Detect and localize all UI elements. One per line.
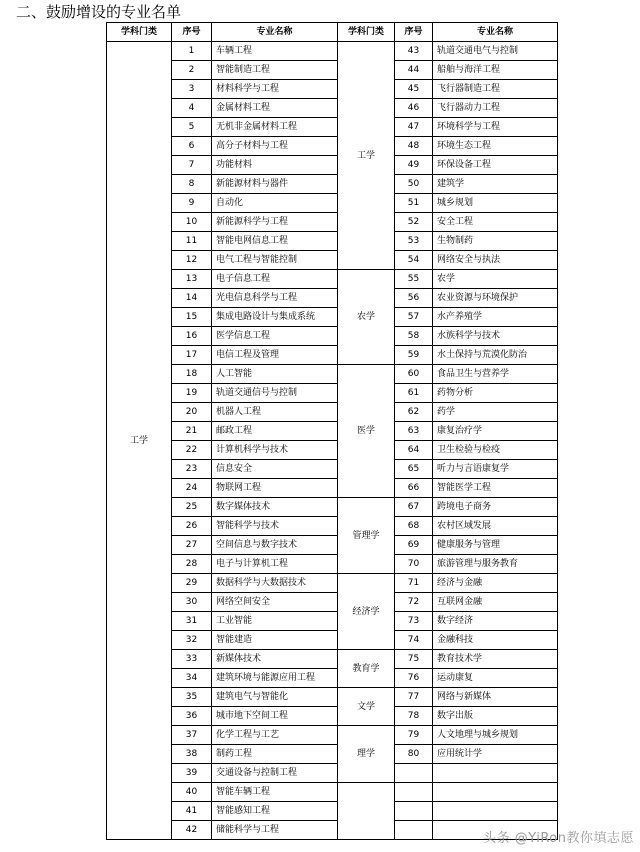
- major-name-cell: [433, 764, 558, 783]
- major-name-cell: 高分子材料与工程: [212, 137, 338, 156]
- seq-cell: 66: [395, 479, 433, 498]
- seq-cell: 28: [172, 555, 212, 574]
- seq-cell: 6: [172, 137, 212, 156]
- major-name-cell: 电气工程与智能控制: [212, 251, 338, 270]
- table-row: [107, 802, 558, 821]
- major-name-cell: 康复治疗学: [433, 422, 558, 441]
- seq-cell: 72: [395, 593, 433, 612]
- major-name-cell: 电子与计算机工程: [212, 555, 338, 574]
- seq-cell: 60: [395, 365, 433, 384]
- major-name-cell: 飞行器动力工程: [433, 99, 558, 118]
- seq-cell: 75: [395, 650, 433, 669]
- major-name-cell: 集成电路设计与集成系统: [212, 308, 338, 327]
- major-name-cell: [433, 783, 558, 802]
- table-row: [107, 232, 558, 251]
- seq-cell: 80: [395, 745, 433, 764]
- category-cell-right: 工学: [338, 42, 395, 270]
- table-row: [107, 631, 558, 650]
- major-name-cell: 人工智能: [212, 365, 338, 384]
- table-row: [107, 479, 558, 498]
- major-name-cell: 交通设备与控制工程: [212, 764, 338, 783]
- seq-cell: 76: [395, 669, 433, 688]
- major-name-cell: 光电信息科学与工程: [212, 289, 338, 308]
- seq-cell: 57: [395, 308, 433, 327]
- seq-cell: 27: [172, 536, 212, 555]
- major-name-cell: 建筑电气与智能化: [212, 688, 338, 707]
- seq-cell: 45: [395, 80, 433, 99]
- seq-cell: 79: [395, 726, 433, 745]
- major-name-cell: 智能建造: [212, 631, 338, 650]
- seq-cell: 23: [172, 460, 212, 479]
- major-name-cell: 数字媒体技术: [212, 498, 338, 517]
- seq-cell: 13: [172, 270, 212, 289]
- seq-cell: 20: [172, 403, 212, 422]
- seq-cell: 65: [395, 460, 433, 479]
- seq-cell: 25: [172, 498, 212, 517]
- major-name-cell: 飞行器制造工程: [433, 80, 558, 99]
- seq-cell: 55: [395, 270, 433, 289]
- major-name-cell: 制药工程: [212, 745, 338, 764]
- major-name-cell: 自动化: [212, 194, 338, 213]
- major-list-table: [106, 22, 558, 840]
- major-name-cell: 新能源材料与器件: [212, 175, 338, 194]
- seq-cell: 40: [172, 783, 212, 802]
- major-name-cell: 金属材料工程: [212, 99, 338, 118]
- major-name-cell: 旅游管理与服务教育: [433, 555, 558, 574]
- major-name-cell: 计算机科学与技术: [212, 441, 338, 460]
- major-name-cell: 化学工程与工艺: [212, 726, 338, 745]
- major-name-cell: 运动康复: [433, 669, 558, 688]
- major-name-cell: 农村区域发展: [433, 517, 558, 536]
- table-row: [107, 707, 558, 726]
- seq-cell: 71: [395, 574, 433, 593]
- seq-cell: 43: [395, 42, 433, 61]
- seq-cell: 68: [395, 517, 433, 536]
- major-name-cell: 智能医学工程: [433, 479, 558, 498]
- seq-cell: 67: [395, 498, 433, 517]
- seq-cell: 64: [395, 441, 433, 460]
- major-name-cell: 空间信息与数字技术: [212, 536, 338, 555]
- seq-cell: 56: [395, 289, 433, 308]
- seq-cell: 34: [172, 669, 212, 688]
- major-name-cell: 网络空间安全: [212, 593, 338, 612]
- major-name-cell: 智能科学与技术: [212, 517, 338, 536]
- major-name-cell: 金融科技: [433, 631, 558, 650]
- seq-cell: [395, 802, 433, 821]
- major-name-cell: 教育技术学: [433, 650, 558, 669]
- table-body: [107, 42, 558, 840]
- major-name-cell: 水产养殖学: [433, 308, 558, 327]
- major-name-cell: 水土保持与荒漠化防治: [433, 346, 558, 365]
- seq-cell: 77: [395, 688, 433, 707]
- major-name-cell: 数据科学与大数据技术: [212, 574, 338, 593]
- category-cell-left: 工学: [107, 42, 172, 840]
- major-name-cell: 农学: [433, 270, 558, 289]
- table-row: [107, 118, 558, 137]
- seq-cell: 61: [395, 384, 433, 403]
- seq-cell: 44: [395, 61, 433, 80]
- major-name-cell: 数字出版: [433, 707, 558, 726]
- major-name-cell: 材料科学与工程: [212, 80, 338, 99]
- seq-cell: 16: [172, 327, 212, 346]
- table-row: [107, 764, 558, 783]
- major-name-cell: 物联网工程: [212, 479, 338, 498]
- seq-cell: [395, 821, 433, 840]
- header-name-left: 专业名称: [212, 23, 338, 42]
- table-row: [107, 593, 558, 612]
- major-name-cell: 环境生态工程: [433, 137, 558, 156]
- major-name-cell: 机器人工程: [212, 403, 338, 422]
- table-row: [107, 384, 558, 403]
- seq-cell: [395, 783, 433, 802]
- major-name-cell: [433, 802, 558, 821]
- table-row: [107, 289, 558, 308]
- category-cell-right: 管理学: [338, 498, 395, 574]
- table-row: [107, 365, 558, 384]
- major-name-cell: 数字经济: [433, 612, 558, 631]
- major-name-cell: 智能感知工程: [212, 802, 338, 821]
- major-name-cell: 水族科学与技术: [433, 327, 558, 346]
- seq-cell: 49: [395, 156, 433, 175]
- seq-cell: 30: [172, 593, 212, 612]
- major-name-cell: 智能电网信息工程: [212, 232, 338, 251]
- seq-cell: 78: [395, 707, 433, 726]
- seq-cell: 29: [172, 574, 212, 593]
- seq-cell: 19: [172, 384, 212, 403]
- seq-cell: 39: [172, 764, 212, 783]
- major-name-cell: 建筑学: [433, 175, 558, 194]
- seq-cell: 5: [172, 118, 212, 137]
- major-name-cell: 跨境电子商务: [433, 498, 558, 517]
- table-header-row: [107, 23, 558, 42]
- seq-cell: 42: [172, 821, 212, 840]
- table-row: [107, 669, 558, 688]
- seq-cell: 32: [172, 631, 212, 650]
- major-name-cell: 轨道交通电气与控制: [433, 42, 558, 61]
- major-name-cell: 新能源科学与工程: [212, 213, 338, 232]
- table-row: [107, 783, 558, 802]
- major-name-cell: 健康服务与管理: [433, 536, 558, 555]
- major-name-cell: 网络与新媒体: [433, 688, 558, 707]
- seq-cell: 74: [395, 631, 433, 650]
- table-row: [107, 80, 558, 99]
- major-name-cell: 信息安全: [212, 460, 338, 479]
- table-row: [107, 422, 558, 441]
- seq-cell: 50: [395, 175, 433, 194]
- seq-cell: [395, 764, 433, 783]
- seq-cell: 11: [172, 232, 212, 251]
- major-name-cell: 卫生检验与检疫: [433, 441, 558, 460]
- major-name-cell: 互联网金融: [433, 593, 558, 612]
- seq-cell: 12: [172, 251, 212, 270]
- table-row: [107, 536, 558, 555]
- seq-cell: 53: [395, 232, 433, 251]
- seq-cell: 38: [172, 745, 212, 764]
- table-row: [107, 327, 558, 346]
- category-cell-right: 文学: [338, 688, 395, 726]
- major-name-cell: 环境科学与工程: [433, 118, 558, 137]
- watermark: 头条 @YiRon教你填志愿: [483, 831, 634, 846]
- major-name-cell: 环保设备工程: [433, 156, 558, 175]
- table-row: [107, 137, 558, 156]
- major-name-cell: 药学: [433, 403, 558, 422]
- table-row: [107, 156, 558, 175]
- major-name-cell: 医学信息工程: [212, 327, 338, 346]
- major-name-cell: 城乡规划: [433, 194, 558, 213]
- major-name-cell: 经济与金融: [433, 574, 558, 593]
- seq-cell: 36: [172, 707, 212, 726]
- seq-cell: 26: [172, 517, 212, 536]
- table-row: [107, 194, 558, 213]
- category-cell-right: 医学: [338, 365, 395, 498]
- section-heading: 二、鼓励增设的专业名单: [16, 3, 182, 21]
- table-row: [107, 441, 558, 460]
- seq-cell: 62: [395, 403, 433, 422]
- major-name-cell: 安全工程: [433, 213, 558, 232]
- major-name-cell: 生物制药: [433, 232, 558, 251]
- seq-cell: 47: [395, 118, 433, 137]
- major-name-cell: 无机非金属材料工程: [212, 118, 338, 137]
- table-row: [107, 403, 558, 422]
- seq-cell: 18: [172, 365, 212, 384]
- table-row: [107, 175, 558, 194]
- seq-cell: 21: [172, 422, 212, 441]
- header-category-left: 学科门类: [107, 23, 172, 42]
- header-seq-left: 序号: [172, 23, 212, 42]
- table-row: [107, 270, 558, 289]
- seq-cell: 2: [172, 61, 212, 80]
- table-row: [107, 498, 558, 517]
- seq-cell: 33: [172, 650, 212, 669]
- table-row: [107, 555, 558, 574]
- table-row: [107, 517, 558, 536]
- major-name-cell: 城市地下空间工程: [212, 707, 338, 726]
- seq-cell: 17: [172, 346, 212, 365]
- table-row: [107, 213, 558, 232]
- table-row: [107, 460, 558, 479]
- category-cell-right: [338, 783, 395, 840]
- seq-cell: 24: [172, 479, 212, 498]
- seq-cell: 52: [395, 213, 433, 232]
- seq-cell: 7: [172, 156, 212, 175]
- major-name-cell: 智能制造工程: [212, 61, 338, 80]
- seq-cell: 10: [172, 213, 212, 232]
- major-name-cell: 食品卫生与营养学: [433, 365, 558, 384]
- table-row: [107, 42, 558, 61]
- seq-cell: 59: [395, 346, 433, 365]
- major-name-cell: 邮政工程: [212, 422, 338, 441]
- seq-cell: 54: [395, 251, 433, 270]
- category-cell-right: 理学: [338, 726, 395, 783]
- table-row: [107, 99, 558, 118]
- header-category-right: 学科门类: [338, 23, 395, 42]
- seq-cell: 3: [172, 80, 212, 99]
- major-name-cell: 工业智能: [212, 612, 338, 631]
- major-name-cell: 车辆工程: [212, 42, 338, 61]
- table-row: [107, 251, 558, 270]
- seq-cell: 35: [172, 688, 212, 707]
- seq-cell: 73: [395, 612, 433, 631]
- category-cell-right: 农学: [338, 270, 395, 365]
- major-name-cell: 新媒体技术: [212, 650, 338, 669]
- seq-cell: 1: [172, 42, 212, 61]
- table-row: [107, 650, 558, 669]
- table-row: [107, 612, 558, 631]
- major-name-cell: 轨道交通信号与控制: [212, 384, 338, 403]
- table-row: [107, 61, 558, 80]
- seq-cell: 8: [172, 175, 212, 194]
- seq-cell: 63: [395, 422, 433, 441]
- seq-cell: 4: [172, 99, 212, 118]
- seq-cell: 48: [395, 137, 433, 156]
- major-name-cell: 听力与言语康复学: [433, 460, 558, 479]
- major-name-cell: 建筑环境与能源应用工程: [212, 669, 338, 688]
- header-name-right: 专业名称: [433, 23, 558, 42]
- major-name-cell: 网络安全与执法: [433, 251, 558, 270]
- seq-cell: 41: [172, 802, 212, 821]
- seq-cell: 69: [395, 536, 433, 555]
- table-row: [107, 745, 558, 764]
- seq-cell: 46: [395, 99, 433, 118]
- table-row: [107, 574, 558, 593]
- table-row: [107, 688, 558, 707]
- table-row: [107, 726, 558, 745]
- seq-cell: 31: [172, 612, 212, 631]
- category-cell-right: 教育学: [338, 650, 395, 688]
- major-name-cell: 储能科学与工程: [212, 821, 338, 840]
- category-cell-right: 经济学: [338, 574, 395, 650]
- table-row: [107, 346, 558, 365]
- seq-cell: 58: [395, 327, 433, 346]
- seq-cell: 15: [172, 308, 212, 327]
- seq-cell: 9: [172, 194, 212, 213]
- header-seq-right: 序号: [395, 23, 433, 42]
- major-name-cell: 人文地理与城乡规划: [433, 726, 558, 745]
- seq-cell: 22: [172, 441, 212, 460]
- major-name-cell: 应用统计学: [433, 745, 558, 764]
- seq-cell: 70: [395, 555, 433, 574]
- major-name-cell: 电信工程及管理: [212, 346, 338, 365]
- major-name-cell: 船舶与海洋工程: [433, 61, 558, 80]
- major-name-cell: 药物分析: [433, 384, 558, 403]
- table-row: [107, 308, 558, 327]
- major-name-cell: 农业资源与环境保护: [433, 289, 558, 308]
- major-name-cell: 功能材料: [212, 156, 338, 175]
- seq-cell: 14: [172, 289, 212, 308]
- major-name-cell: 智能车辆工程: [212, 783, 338, 802]
- seq-cell: 37: [172, 726, 212, 745]
- major-name-cell: 电子信息工程: [212, 270, 338, 289]
- seq-cell: 51: [395, 194, 433, 213]
